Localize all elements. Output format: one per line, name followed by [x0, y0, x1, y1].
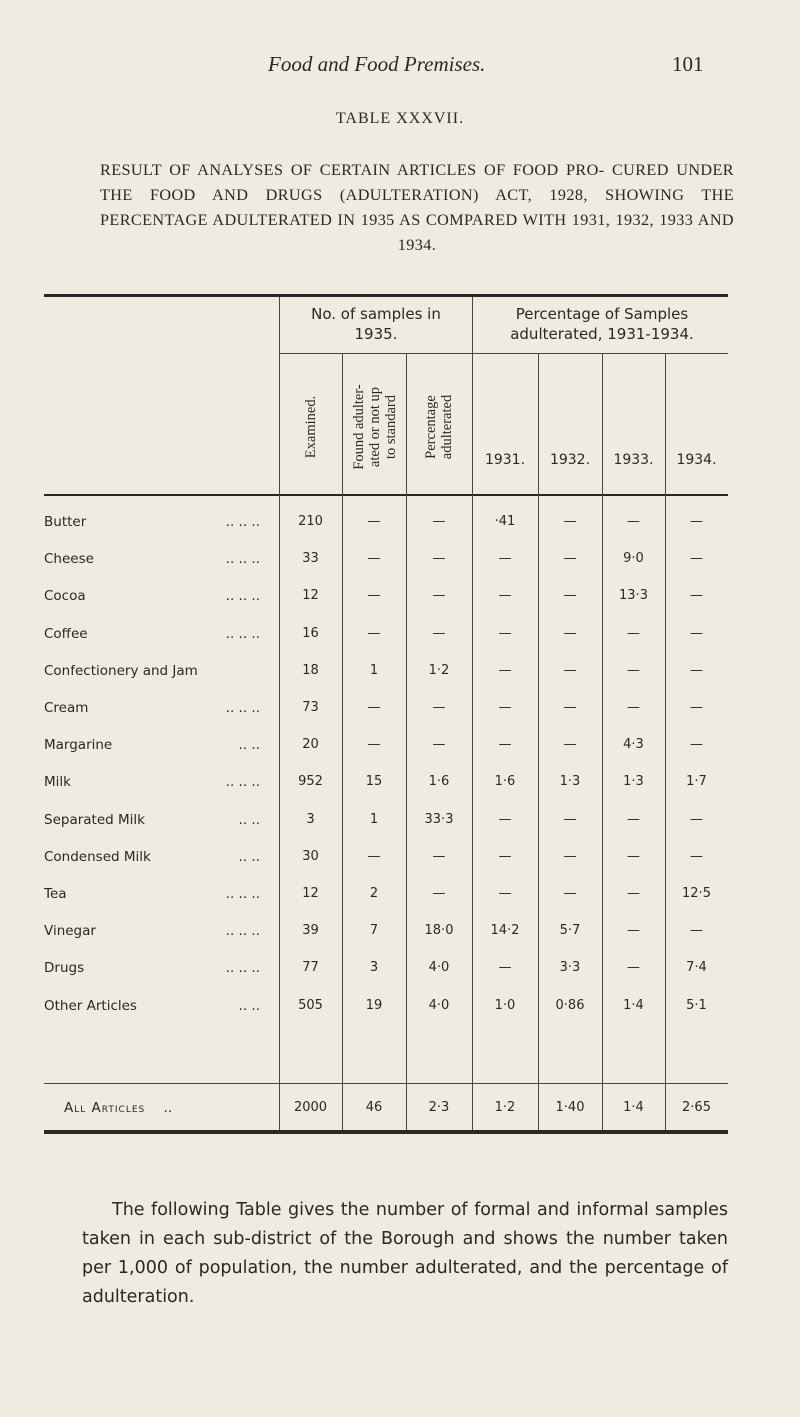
cell-pct: — [432, 886, 446, 901]
row-label [44, 731, 274, 759]
cell-pct: — [432, 848, 446, 864]
cell-found: — [367, 700, 381, 715]
article-name: Separated Milk [44, 811, 145, 828]
group-header-percentage-1931-1934: Percentage of Samples adulterated, 1931-1934. [510, 305, 694, 343]
cell-y1934: — [690, 811, 703, 827]
row-label [44, 992, 274, 1020]
cell-pct: — [432, 737, 446, 753]
cell-found: 1 [369, 811, 379, 827]
cell-y1931: — [498, 848, 512, 864]
cell-found: 1 [369, 662, 379, 678]
cell-y1932: — [563, 588, 577, 604]
cell-y1932: — [563, 662, 577, 678]
total-examined: 2000 [293, 1100, 328, 1115]
cell-found: 15 [365, 774, 383, 790]
leader-dots: .. .. [238, 737, 260, 754]
cell-y1931: ·41 [494, 514, 516, 529]
table-bottom-rule [44, 1130, 728, 1134]
row-label [44, 508, 274, 536]
col-header-found-line-3: to standard [383, 394, 399, 460]
table-header-rule [44, 494, 728, 496]
cell-y1934: — [690, 625, 703, 641]
article-name: Cocoa [44, 588, 86, 605]
following-table-paragraph: The following Table gives the number of formal and informal samples taken in each sub-district of the Borough and shows the number taken per 1,000 of population, the number adulterated, and the percentage of adulteration. [82, 1200, 728, 1307]
row-label [44, 954, 274, 982]
cell-pct: — [432, 551, 446, 567]
cell-y1931: 14·2 [490, 923, 520, 939]
cell-y1932: — [563, 514, 577, 529]
leader-dots: .. .. [238, 848, 260, 865]
cell-found: — [367, 551, 381, 567]
total-1934: 2·65 [682, 1100, 711, 1115]
cell-found: — [367, 848, 381, 864]
leader-dots: .. .. .. [225, 551, 260, 568]
cell-y1931: — [498, 551, 512, 567]
cell-found: 2 [369, 886, 379, 901]
cell-y1932: 1·3 [559, 774, 581, 790]
cell-y1933: — [627, 923, 640, 939]
article-name: Tea [44, 886, 67, 902]
running-head [0, 52, 800, 82]
cell-found: 7 [369, 923, 379, 939]
total-found: 46 [365, 1100, 383, 1115]
col-header-pct-line-1: Percentage [423, 395, 439, 459]
col-header-percentage-adulterated [423, 367, 455, 487]
table-row [44, 992, 724, 1020]
table-row [44, 880, 724, 908]
cell-found: — [367, 625, 381, 641]
cell-found: — [367, 514, 381, 529]
row-label [44, 768, 274, 796]
col-header-examined: Examined. [303, 395, 319, 459]
cell-pct: 33·3 [424, 811, 454, 827]
leader-dots: .. .. .. [225, 514, 260, 530]
leader-dots: .. .. .. [225, 774, 260, 791]
cell-y1932: — [563, 848, 577, 864]
cell-pct: — [432, 514, 446, 529]
article-name: Cheese [44, 551, 94, 568]
col-header-1932: 1932. [549, 452, 591, 468]
cell-examined: 77 [302, 960, 319, 976]
row-label [44, 917, 274, 945]
table-row [44, 843, 724, 871]
cell-examined: 20 [302, 737, 319, 753]
row-label [44, 620, 274, 648]
total-1931: 1·2 [494, 1100, 516, 1115]
article-name: Condensed Milk [44, 848, 151, 865]
total-article: All Articles [64, 1100, 146, 1116]
cell-y1934: — [690, 588, 703, 604]
table-row [44, 545, 724, 573]
cell-y1933: 4·3 [623, 737, 644, 753]
table-row [44, 694, 724, 722]
cell-y1933: — [627, 514, 640, 529]
table-row [44, 731, 724, 759]
cell-y1932: 3·3 [559, 960, 581, 976]
table-row [44, 768, 724, 796]
cell-pct: — [432, 700, 446, 715]
leader-dots: .. .. [238, 997, 260, 1014]
article-name: Confectionery and Jam [44, 662, 198, 679]
col-header-pct-line-2: adulterated [439, 394, 455, 460]
table-caption: RESULT OF ANALYSES OF CERTAIN ARTICLES OF FOOD PRO- CURED UNDER THE FOOD AND DRUGS (ADULTERATION) ACT, 1928, SHOWING THE PERCENTAGE ADULTERATED IN 1935 AS COMPARED WITH 1931, 1932, 1933 AND 1934. [100, 161, 734, 254]
cell-examined: 16 [302, 625, 319, 641]
article-name: Cream [44, 700, 89, 716]
cell-y1931: 1·6 [494, 774, 516, 790]
col-header-1931: 1931. [484, 452, 526, 468]
cell-pct: — [432, 588, 446, 604]
row-label [44, 545, 274, 573]
cell-y1934: — [690, 700, 703, 715]
cell-examined: 12 [302, 588, 319, 604]
article-name: Coffee [44, 625, 88, 642]
leader-dots: .. .. .. [225, 960, 260, 977]
cell-y1931: 1·0 [494, 997, 516, 1013]
leader-dots: .. .. .. [225, 588, 260, 605]
group-underline-samples [280, 353, 472, 354]
row-label [44, 880, 274, 908]
cell-y1932: 5·7 [559, 923, 581, 939]
table-row [44, 806, 724, 834]
cell-y1934: 5·1 [686, 997, 707, 1013]
table-total-rule [44, 1083, 728, 1084]
cell-y1932: — [563, 625, 577, 641]
cell-examined: 505 [298, 997, 323, 1013]
cell-y1931: — [498, 588, 512, 604]
article-name: Drugs [44, 960, 85, 977]
cell-found: — [367, 588, 381, 604]
cell-y1933: 13·3 [619, 588, 648, 604]
article-name: Butter [44, 514, 87, 530]
cell-y1933: — [627, 662, 640, 678]
leader-dots: .. .. .. [225, 700, 260, 716]
cell-y1931: — [498, 625, 512, 641]
cell-y1933: — [627, 886, 640, 901]
cell-y1932: — [563, 700, 577, 715]
cell-examined: 12 [302, 886, 319, 901]
cell-found: 3 [369, 960, 379, 976]
cell-y1933: — [627, 700, 640, 715]
col-header-found-line-2: ated or not up [367, 386, 383, 468]
row-label [44, 694, 274, 722]
total-label [64, 1094, 274, 1122]
cell-y1934: — [690, 514, 703, 529]
cell-y1934: — [690, 551, 703, 567]
cell-y1933: — [627, 811, 640, 827]
cell-examined: 952 [298, 774, 323, 790]
row-label [44, 582, 274, 610]
cell-examined: 30 [302, 848, 319, 864]
page-number: 101 [672, 52, 704, 76]
cell-y1931: — [498, 737, 512, 753]
row-label [44, 806, 274, 834]
cell-y1931: — [498, 886, 512, 901]
table-row [44, 620, 724, 648]
cell-y1934: 7·4 [686, 960, 707, 976]
article-name: Other Articles [44, 997, 137, 1014]
cell-y1931: — [498, 700, 512, 715]
cell-examined: 73 [302, 700, 319, 715]
table-row [44, 917, 724, 945]
cell-pct: 4·0 [428, 997, 450, 1013]
total-pct: 2·3 [428, 1100, 450, 1115]
cell-pct: — [432, 625, 446, 641]
cell-y1932: — [563, 811, 577, 827]
total-1933: 1·4 [623, 1100, 644, 1115]
cell-examined: 39 [302, 923, 319, 939]
cell-y1934: 1·7 [686, 774, 707, 790]
cell-y1933: 1·4 [623, 997, 644, 1013]
col-header-1934: 1934. [676, 452, 717, 468]
cell-y1934: — [690, 848, 703, 864]
leader-dots: .. .. .. [225, 886, 260, 902]
cell-y1933: — [627, 960, 640, 976]
cell-y1934: — [690, 662, 703, 678]
cell-y1933: 1·3 [623, 774, 644, 790]
table-row [44, 508, 724, 536]
row-label [44, 843, 274, 871]
leader-dots: .. .. .. [225, 625, 260, 642]
table-top-rule [44, 294, 728, 297]
running-title: Food and Food Premises. [268, 52, 486, 76]
article-name: Vinegar [44, 923, 96, 940]
cell-pct: 18·0 [424, 923, 454, 939]
col-header-found-adulterated [351, 367, 399, 487]
cell-pct: 4·0 [428, 960, 450, 976]
cell-y1933: 9·0 [623, 551, 644, 567]
total-1932: 1·40 [555, 1100, 585, 1115]
article-name: Margarine [44, 737, 113, 754]
cell-examined: 33 [302, 551, 319, 567]
cell-y1932: — [563, 551, 577, 567]
cell-y1931: — [498, 662, 512, 678]
table-total-row [44, 1094, 724, 1122]
article-name: Milk [44, 774, 71, 791]
group-header-samples-1935: No. of samples in 1935. [311, 305, 441, 343]
cell-y1933: — [627, 625, 640, 641]
cell-examined: 3 [306, 811, 315, 827]
cell-y1933: — [627, 848, 640, 864]
cell-y1932: — [563, 737, 577, 753]
leader-dots: .. .. [238, 811, 260, 828]
table-row [44, 954, 724, 982]
cell-examined: 18 [302, 662, 319, 678]
group-underline-percentages [472, 353, 728, 354]
cell-found: 19 [365, 997, 383, 1013]
cell-y1931: — [498, 811, 512, 827]
cell-y1934: 12·5 [682, 886, 711, 901]
cell-y1932: — [563, 886, 577, 901]
table-number: TABLE XXXVII. [335, 110, 465, 127]
table-row [44, 657, 724, 685]
cell-pct: 1·6 [428, 774, 450, 790]
col-header-1933: 1933. [613, 452, 654, 468]
leader-dots: .. .. .. [225, 923, 260, 940]
cell-pct: 1·2 [428, 662, 450, 678]
cell-found: — [367, 737, 381, 753]
cell-y1934: — [690, 923, 703, 939]
table-row [44, 582, 724, 610]
cell-y1932: 0·86 [555, 997, 585, 1013]
total-leader-dots: .. [163, 1100, 173, 1116]
col-header-found-line-1: Found adulter- [351, 384, 367, 470]
cell-y1931: — [498, 960, 512, 976]
cell-examined: 210 [298, 514, 323, 529]
row-label [44, 657, 274, 685]
cell-y1934: — [690, 737, 703, 753]
